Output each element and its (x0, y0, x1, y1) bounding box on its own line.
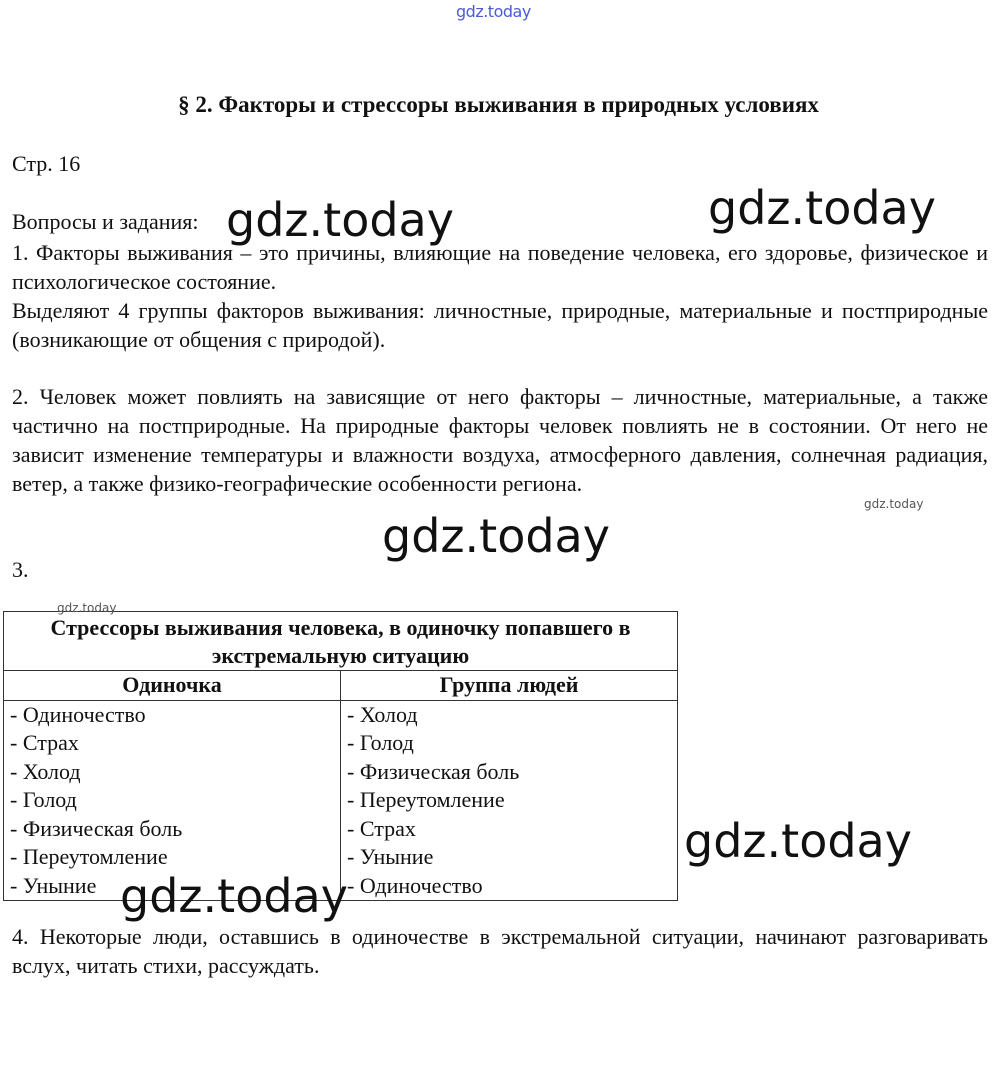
list-item: - Одиночество (347, 872, 483, 898)
table-caption-row (4, 612, 678, 671)
watermark-5: gdz.today (120, 869, 348, 923)
watermark-1: gdz.today (226, 193, 454, 247)
watermark-small-1: gdz.today (864, 497, 924, 511)
list-item: - Голод (347, 730, 414, 755)
watermark-small-2: gdz.today (57, 601, 117, 615)
answer-4: 4. Некоторые люди, оставшись в одиночестве в экстремальной ситуации, начинают разговаривать вслух, читать стихи, рассуждать. (12, 924, 988, 978)
list-item: - Уныние (347, 844, 434, 869)
stressors-table (3, 611, 678, 901)
answer-1 (12, 238, 988, 354)
list-item: - Страх (347, 815, 416, 841)
list-item: - Физическая боль (10, 815, 183, 841)
list-item: - Голод (10, 787, 77, 812)
column-group-list (341, 700, 678, 901)
list-item: - Одиночество (10, 701, 146, 727)
column-header-group: Группа людей (341, 671, 678, 701)
column-header-alone: Одиночка (4, 671, 341, 701)
answer-2: 2. Человек может повлиять на зависящие от него факторы – личностные, материальные, а также частично на постприродные. На природные факторы человек повлиять не в состоянии. От него не зависит изменение температуры и влажности воздуха, атмосферного давления, солнечная радиация, ветер, а также физико-географические особенности региона. (12, 384, 988, 496)
answer-1-paragraph-2: Выделяют 4 группы факторов выживания: личностные, природные, материальные и постприродные (возникающие от общения с природой). (12, 298, 988, 352)
table-caption: Стрессоры выживания человека, в одиночку попавшего в экстремальную ситуацию (4, 612, 678, 671)
list-item: - Уныние (10, 872, 97, 898)
watermark-3: gdz.today (382, 509, 610, 563)
list-item: - Переутомление (10, 844, 168, 869)
questions-header: Вопросы и задания: (12, 209, 199, 234)
answer-1-paragraph-1: 1. Факторы выживания – это причины, влияющие на поведение человека, его здоровье, физическое и психологическое состояние. (12, 240, 988, 294)
watermark-top: gdz.today (456, 2, 531, 21)
page-reference: Стр. 16 (12, 151, 81, 176)
list-item: - Переутомление (347, 787, 505, 812)
list-item: - Холод (347, 701, 418, 727)
watermark-2: gdz.today (708, 181, 936, 235)
list-item: - Холод (10, 758, 81, 784)
table-header-row (4, 671, 678, 701)
watermark-4: gdz.today (684, 814, 912, 868)
list-item: - Страх (10, 730, 79, 755)
list-item: - Физическая боль (347, 758, 520, 784)
answer-3-label: 3. (12, 557, 29, 582)
page-title: § 2. Факторы и стрессоры выживания в природных условиях (178, 92, 819, 117)
